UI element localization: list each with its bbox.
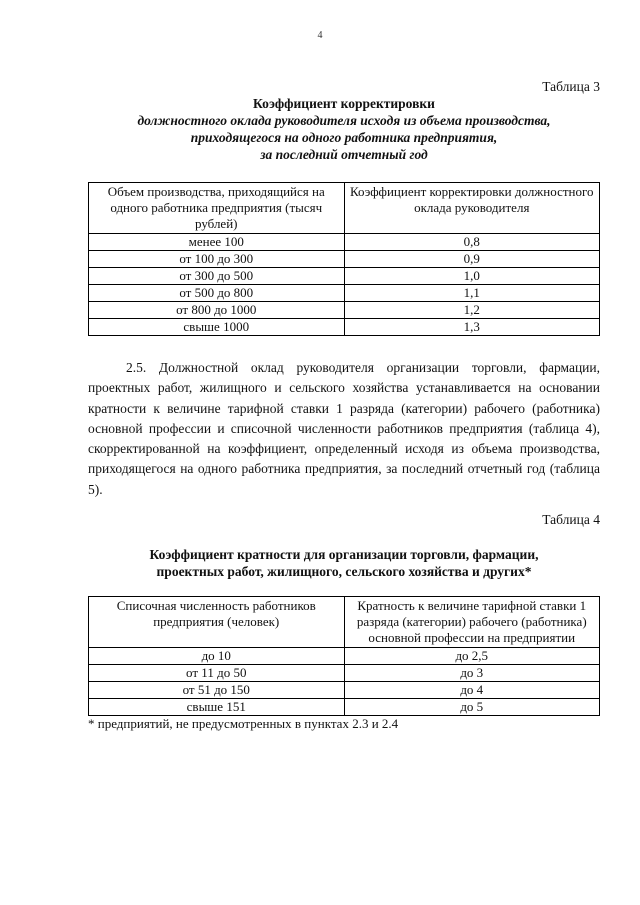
table-row — [89, 251, 600, 268]
table4-title-line1: Коэффициент кратности для организации торговли, фармации, — [149, 547, 539, 562]
table3-title — [88, 95, 600, 163]
table4-cell-multiplicity: до 3 — [344, 665, 600, 682]
table-row — [89, 302, 600, 319]
table-row — [89, 648, 600, 665]
table3-cell-coefficient: 1,0 — [344, 268, 600, 285]
table3-cell-volume: от 500 до 800 — [89, 285, 345, 302]
table3-cell-volume: от 800 до 1000 — [89, 302, 345, 319]
table3-cell-volume: от 100 до 300 — [89, 251, 345, 268]
table3-header-coefficient: Коэффициент корректировки должностного оклада руководителя — [344, 183, 600, 234]
table3-cell-coefficient: 0,9 — [344, 251, 600, 268]
table3-cell-coefficient: 0,8 — [344, 234, 600, 251]
table4-cell-multiplicity: до 2,5 — [344, 648, 600, 665]
table4-cell-multiplicity: до 5 — [344, 699, 600, 716]
table3-wrapper — [88, 182, 600, 336]
table-row — [89, 665, 600, 682]
table4-cell-headcount: от 11 до 50 — [89, 665, 345, 682]
table3-label: Таблица 3 — [542, 79, 600, 94]
table3-cell-volume: свыше 1000 — [89, 319, 345, 336]
table3-cell-coefficient: 1,1 — [344, 285, 600, 302]
table3-section — [88, 78, 600, 163]
table-row — [89, 682, 600, 699]
table-row — [89, 285, 600, 302]
table4-header-multiplicity: Кратность к величине тарифной ставки 1 разряда (категории) рабочего (работника) основной профессии на предприятии — [344, 597, 600, 648]
table3-title-line3: приходящегося на одного работника предприятия, — [190, 130, 498, 145]
table3-cell-volume: менее 100 — [89, 234, 345, 251]
table4-title-line2: проектных работ, жилищного, сельского хозяйства и других* — [156, 564, 532, 579]
table3-cell-coefficient: 1,3 — [344, 319, 600, 336]
table4-label: Таблица 4 — [542, 512, 600, 527]
table3-title-line2: должностного оклада руководителя исходя из объема производства, — [137, 113, 551, 128]
table4-cell-multiplicity: до 4 — [344, 682, 600, 699]
table3 — [88, 182, 600, 336]
table4-title — [88, 546, 600, 580]
table4 — [88, 596, 600, 716]
table3-cell-volume: от 300 до 500 — [89, 268, 345, 285]
table4-header-row — [89, 597, 600, 648]
table4-cell-headcount: до 10 — [89, 648, 345, 665]
table4-wrapper — [88, 596, 600, 732]
table4-footnote: * предприятий, не предусмотренных в пунктах 2.3 и 2.4 — [88, 716, 399, 731]
table-row — [89, 268, 600, 285]
paragraph-section — [88, 358, 600, 500]
page-number: 4 — [317, 30, 323, 41]
paragraph-2-5: 2.5. Должностной оклад руководителя организации торговли, фармации, проектных работ, жилищного и сельского хозяйства устанавливается на основании кратности к величине тарифной ставки 1 разряда (категории) рабочего (работника) основной профессии и списочной численности работников предприятия (таблица 4), скорректированной на коэффициент, определенный исходя из объема производства, приходящегося на одного работника предприятия, за последний отчетный год (таблица 5). — [88, 360, 600, 497]
table4-label-wrapper — [88, 511, 600, 528]
table-row — [89, 699, 600, 716]
table3-header-row — [89, 183, 600, 234]
table4-header-headcount: Списочная численность работников предприятия (человек) — [89, 597, 345, 648]
table3-title-line1: Коэффициент корректировки — [253, 96, 435, 111]
table4-title-wrapper — [88, 546, 600, 580]
table3-cell-coefficient: 1,2 — [344, 302, 600, 319]
table4-cell-headcount: свыше 151 — [89, 699, 345, 716]
table3-title-line4: за последний отчетный год — [260, 147, 428, 162]
table-row — [89, 234, 600, 251]
table4-cell-headcount: от 51 до 150 — [89, 682, 345, 699]
table-row — [89, 319, 600, 336]
table3-header-volume: Объем производства, приходящийся на одного работника предприятия (тысяч рублей) — [89, 183, 345, 234]
